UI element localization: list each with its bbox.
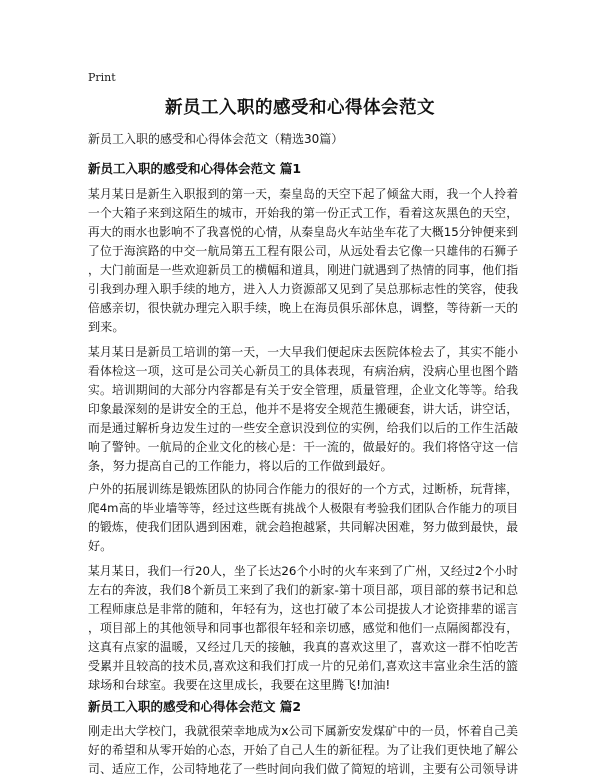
- text-line: 户外的拓展训练是锻炼团队的协同合作能力的很好的一个方式，过断桥，玩背摔，: [88, 482, 518, 496]
- paragraph-1-4: [88, 562, 518, 695]
- text-line: 左右的奔波，我们8个新员工来到了我们的新家-第十项目部，项目部的蔡书记和总: [88, 583, 518, 597]
- text-line: 响了警钟。一航局的企业文化的核心是：干一流的，做最好的。我们将恪守这一信: [88, 440, 518, 454]
- text-line: 倍感亲切，很快就办理完入职手续，晚上在海员俱乐部休息，调整，等待新一天的: [88, 301, 518, 315]
- paragraph-2-1: [88, 722, 518, 776]
- text-line: 一个大箱子来到这陌生的城市，开始我的第一份正式工作，看着这灰黑色的天空，: [88, 206, 518, 220]
- section-heading-2: 新员工入职的感受和心得体会范文 篇2: [88, 699, 302, 714]
- text-line: 工程师康总是非常的随和，年轻有为，这也打破了本公司提拔人才论资排辈的谣言: [88, 602, 518, 616]
- text-line: 实。培训期间的大部分内容都是有关于安全管理，质量管理，企业文化等等。给我: [88, 383, 518, 397]
- text-line: 这真有点家的温暖，又经过几天的接触，我真的喜欢这里了，喜欢这一群不怕吃苦: [88, 640, 518, 654]
- paragraph-1-2: [88, 343, 518, 476]
- paragraph-1-1: [88, 185, 518, 337]
- text-line: 好。: [88, 539, 113, 553]
- text-line: 到来。: [88, 320, 125, 334]
- text-line: 而是通过解析身边发生过的一些安全意识没到位的实例，给我们以后的工作生活敲: [88, 421, 518, 435]
- text-line: 条，努力提高自己的工作能力，将以后的工作做到最好。: [88, 459, 393, 473]
- paragraph-1-3: [88, 480, 518, 556]
- text-line: 球场和台球室。我要在这里成长，我要在这里腾飞!加油!: [88, 678, 391, 692]
- text-line: 刚走出大学校门，我就很荣幸地成为x公司下属新安发煤矿中的一员，怀着自己美: [88, 724, 518, 738]
- document-title: 新员工入职的感受和心得体会范文: [165, 98, 435, 118]
- print-label[interactable]: Print: [88, 71, 116, 84]
- text-line: 印象最深刻的是讲安全的王总，他并不是将安全规范生搬硬套，讲大话，讲空话，: [88, 402, 518, 416]
- section-heading-1: 新员工入职的感受和心得体会范文 篇1: [88, 161, 302, 176]
- text-line: 司、适应工作，公司特地花了一些时间向我们做了简短的培训，主要有公司领导讲: [88, 762, 518, 776]
- text-line: 的锻炼，使我们团队遇到困难，就会趋抱越紧，共同解决困难，努力做到最快，最: [88, 520, 518, 534]
- text-line: 某月某日，我们一行20人，坐了长达26个小时的火车来到了广州，又经过2个小时: [88, 564, 518, 578]
- text-line: ，项目部上的其他领导和同事也都很年轻和亲切感，感觉和他们一点隔阂都没有，: [88, 621, 518, 635]
- text-line: 某月某日是新员工培训的第一天，一大早我们便起床去医院体检去了，其实不能小: [88, 345, 518, 359]
- text-line: 引我到办理入职手续的地方，进入人力资源部又见到了吴总那标志性的笑容，使我: [88, 282, 518, 296]
- text-line: 好的希望和从零开始的心态，开始了自己人生的新征程。为了让我们更快地了解公: [88, 743, 518, 757]
- text-line: 受累并且较高的技术员,喜欢这和我们打成一片的兄弟们,喜欢这丰富业余生活的篮: [88, 659, 518, 673]
- document-subtitle: 新员工入职的感受和心得体会范文（精选30篇）: [88, 132, 344, 146]
- text-line: 某月某日是新生入职报到的第一天，秦皇岛的天空下起了倾盆大雨，我一个人拎着: [88, 187, 518, 201]
- text-line: 了位于海滨路的中交一航局第五工程有限公司，从远处看去它像一只雄伟的石狮子: [88, 244, 518, 258]
- text-line: 看体检这一项，这可是公司关心新员工的具体表现，有病治病，没病心里也图个踏: [88, 364, 518, 378]
- text-line: 爬4m高的毕业墙等等，经过这些既有挑战个人极限有考验我们团队合作能力的项目: [88, 501, 518, 515]
- text-line: ，大门前面是一些欢迎新员工的横幅和道具，刚进门就遇到了热情的同事，他们指: [88, 263, 518, 277]
- text-line: 再大的雨水也影响不了我喜悦的心情，从秦皇岛火车站坐车花了大概15分钟便来到: [88, 225, 518, 239]
